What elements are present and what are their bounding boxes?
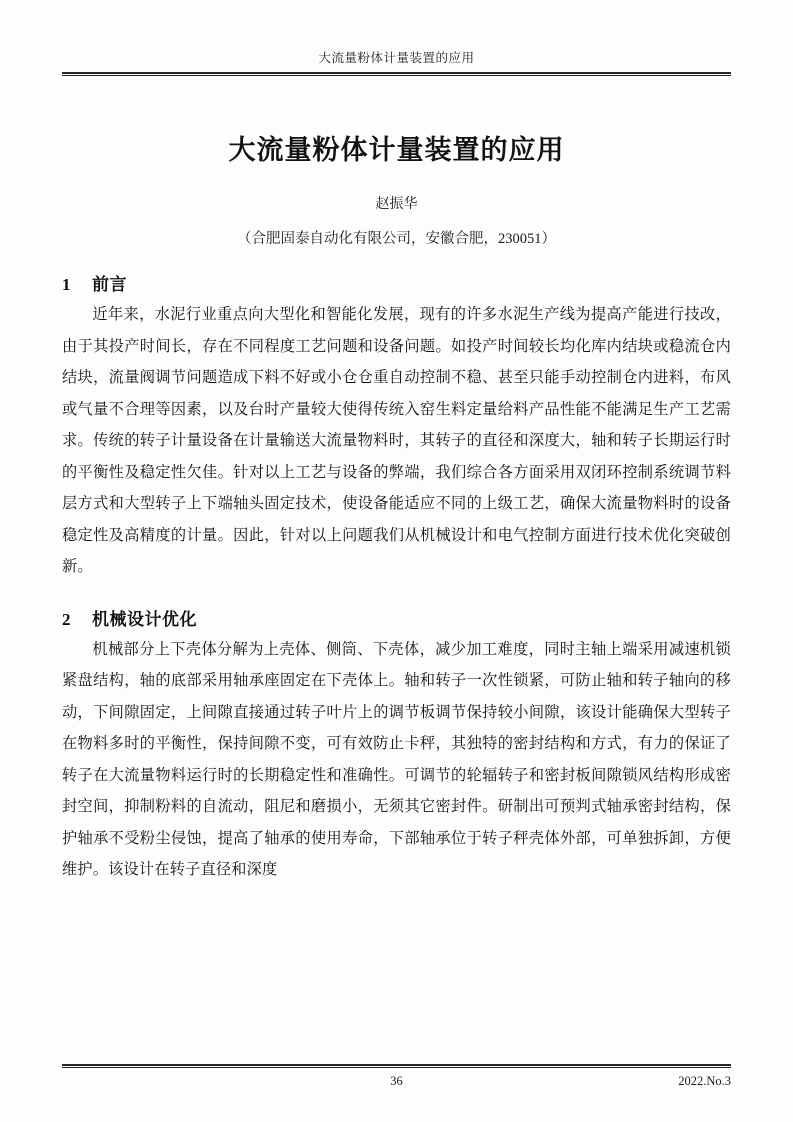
section-1-title: 前言 [92, 275, 127, 294]
footer-rule-thick [62, 1064, 731, 1066]
section-1-number: 1 [62, 275, 71, 294]
footer-rule-thin [62, 1067, 731, 1068]
page-footer [62, 1064, 731, 1094]
section-1-heading [62, 270, 731, 295]
page-content [62, 48, 731, 1082]
running-head-block [62, 48, 731, 76]
running-head-text: 大流量粉体计量装置的应用 [318, 51, 475, 65]
issue-label: 2022.No.3 [678, 1074, 731, 1088]
footer-row [62, 1074, 731, 1094]
section-1 [62, 270, 731, 583]
author-affiliation: （合肥固泰自动化有限公司，安徽合肥，230051） [237, 231, 556, 247]
page-number: 36 [390, 1074, 403, 1088]
header-rule-thick [62, 72, 731, 74]
section-2-heading [62, 605, 731, 630]
header-rule-thin [62, 75, 731, 76]
section-2-number: 2 [62, 609, 71, 629]
section-1-paragraph-1: 近年来，水泥行业重点向大型化和智能化发展，现有的许多水泥生产线为提高产能进行技改，由于其投产时间长，存在不同程度工艺问题和设备问题。如投产时间较长均化库内结块或稳流仓内结块，流量阀调节问题造成下料不好或小仓仓重自动控制不稳、甚至只能手动控制仓内进料，布风或气量不合理等因素，以及台时产量较大使得传统入窑生料定量给料产品性能不能满足生产工艺需求。传统的转子计量设备在计量输送大流量物料时，其转子的直径和深度大，轴和转子长期运行时的平衡性及稳定性欠佳。针对以上工艺与设备的弊端，我们综合各方面采用双闭环控制系统调节料层方式和大型转子上下端轴头固定技术，使设备能适应不同的上级工艺，确保大流量物料时的设备稳定性及高精度的计量。因此，针对以上问题我们从机械设计和电气控制方面进行技术优化突破创新。 [62, 306, 731, 575]
section-2-paragraph-1: 机械部分上下壳体分解为上壳体、侧筒、下壳体，减少加工难度，同时主轴上端采用减速机锁紧盘结构，轴的底部采用轴承座固定在下壳体上。轴和转子一次性锁紧，可防止轴和转子轴向的移动，下间隙固定，上间隙直接通过转子叶片上的调节板调节保持较小间隙，该设计能确保大型转子在物料多时的平衡性，保持间隙不变，可有效防止卡秤，其独特的密封结构和方式，有力的保证了转子在大流量物料运行时的长期稳定性和准确性。可调节的轮辐转子和密封板间隙锁风结构形成密封空间，抑制粉料的自流动，阻尼和磨损小，无须其它密封件。研制出可预判式轴承密封结构，保护轴承不受粉尘侵蚀，提高了轴承的使用寿命，下部轴承位于转子秤壳体外部，可单独拆卸，方便维护。该设计在转子直径和深度 [62, 640, 731, 878]
section-2-title: 机械设计优化 [92, 609, 197, 629]
author-name: 赵振华 [375, 197, 418, 212]
section-2 [62, 605, 731, 886]
page-title: 大流量粉体计量装置的应用 [228, 135, 565, 165]
